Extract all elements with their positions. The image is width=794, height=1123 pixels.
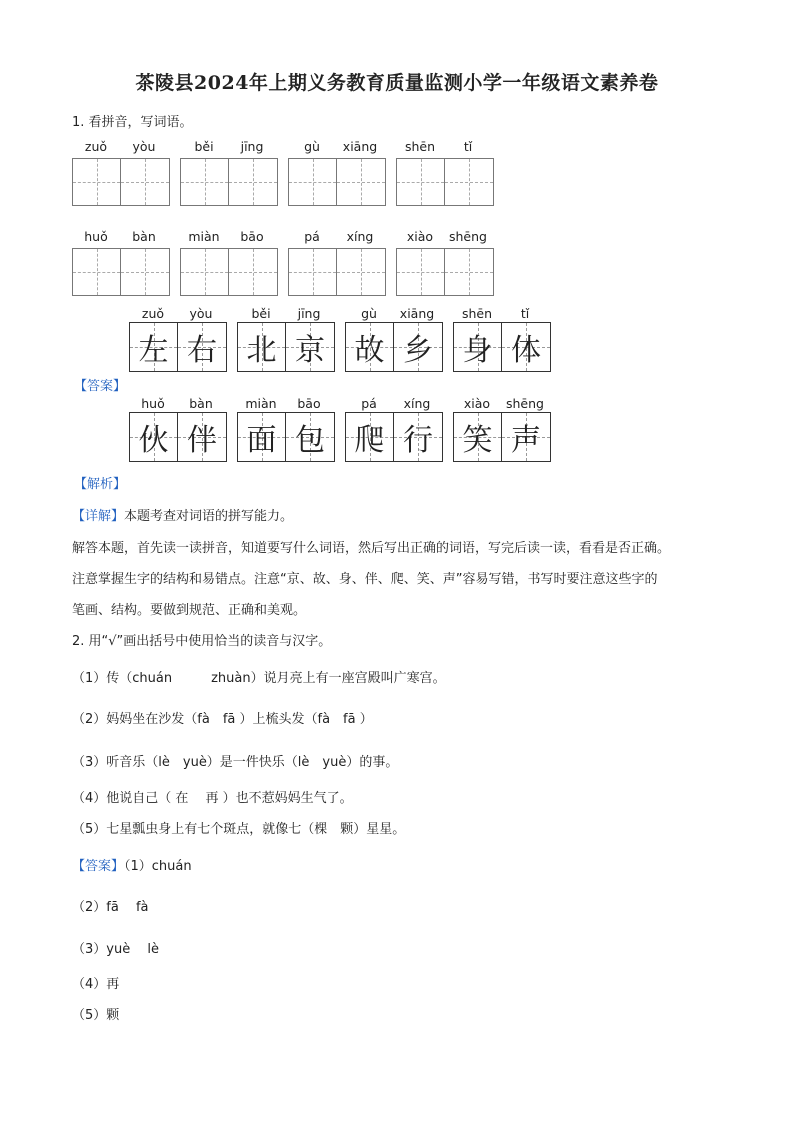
answer-writing-grid <box>129 412 227 462</box>
answer-4: （4）再 <box>72 977 120 992</box>
grid-cell <box>238 323 286 371</box>
pinyin-label: gù <box>304 139 320 154</box>
question-2-item-5: （5）七星瓢虫身上有七个斑点，就像七（棵 颗）星星。 <box>72 822 406 837</box>
grid-cell[interactable] <box>289 159 337 205</box>
answer-writing-grid <box>453 412 551 462</box>
grid-cell[interactable] <box>337 159 385 205</box>
blank-writing-grid[interactable] <box>396 158 494 206</box>
explain-line-3: 笔画、结构。要做到规范、正确和美观。 <box>72 603 307 618</box>
grid-cell <box>346 323 394 371</box>
grid-cell[interactable] <box>337 249 385 295</box>
question-2-item-3: （3）听音乐（lè yuè）是一件快乐（lè yuè）的事。 <box>72 755 399 770</box>
answer-tag: 【答案】 <box>72 859 125 874</box>
pinyin-label: xiāng <box>342 139 378 154</box>
pinyin-label: zuǒ <box>84 139 108 154</box>
answer-character: 北 <box>246 333 277 368</box>
pinyin-label: běi <box>251 306 271 321</box>
grid-cell <box>178 323 226 371</box>
grid-cell <box>454 413 502 461</box>
grid-cell <box>502 323 550 371</box>
pinyin-label: bāo <box>297 396 321 411</box>
answer-writing-grid <box>237 322 335 372</box>
grid-cell[interactable] <box>445 159 493 205</box>
grid-cell[interactable] <box>229 159 277 205</box>
detail-line <box>72 505 293 524</box>
grid-cell[interactable] <box>73 159 121 205</box>
question-2-prompt: 2. 用“√”画出括号中使用恰当的读音与汉字。 <box>72 634 332 649</box>
grid-cell <box>286 413 334 461</box>
question-2-answer-line <box>72 855 192 874</box>
pinyin-label: shēn <box>461 306 493 321</box>
answer-character: 体 <box>511 333 541 368</box>
grid-cell[interactable] <box>181 159 229 205</box>
question-2-item-2: （2）妈妈坐在沙发（fà fā ）上梳头发（fà fā ） <box>72 712 373 727</box>
grid-cell[interactable] <box>121 159 169 205</box>
pinyin-label: shēn <box>404 139 436 154</box>
pinyin-label: xiào <box>406 229 434 244</box>
pinyin-label: huǒ <box>141 396 165 411</box>
answer-character: 京 <box>295 333 325 368</box>
grid-cell <box>346 413 394 461</box>
blank-writing-grid[interactable] <box>180 158 278 206</box>
pinyin-label: zuǒ <box>141 306 165 321</box>
grid-cell[interactable] <box>445 249 493 295</box>
answer-character: 身 <box>462 333 493 368</box>
pinyin-label: shēng <box>506 396 544 411</box>
answer-writing-grid <box>345 412 443 462</box>
pinyin-label: yòu <box>189 306 213 321</box>
grid-cell[interactable] <box>229 249 277 295</box>
grid-cell <box>238 413 286 461</box>
detail-text: 本题考查对词语的拼写能力。 <box>124 509 294 524</box>
grid-cell <box>394 323 442 371</box>
grid-cell[interactable] <box>73 249 121 295</box>
grid-cell[interactable] <box>397 249 445 295</box>
answer-character: 伙 <box>138 423 169 458</box>
grid-cell <box>130 323 178 371</box>
pinyin-label: běi <box>194 139 214 154</box>
pinyin-label: yòu <box>132 139 156 154</box>
answer-character: 爬 <box>354 423 385 458</box>
grid-cell <box>394 413 442 461</box>
answer-1: （1）chuán <box>124 859 192 874</box>
detail-tag: 【详解】 <box>72 509 125 524</box>
answer-character: 包 <box>295 423 325 458</box>
answer-character: 行 <box>403 423 433 458</box>
answer-writing-grid <box>129 322 227 372</box>
pinyin-label: huǒ <box>84 229 108 244</box>
question-2-item-4: （4）他说自己（ 在 再 ）也不惹妈妈生气了。 <box>72 791 353 806</box>
answer-tag: 【答案】 <box>74 379 127 394</box>
answer-character: 右 <box>187 333 217 368</box>
grid-cell[interactable] <box>121 249 169 295</box>
pinyin-label: pá <box>361 396 377 411</box>
pinyin-label: bàn <box>189 396 213 411</box>
explain-line-1: 解答本题，首先读一读拼音，知道要写什么词语，然后写出正确的词语，写完后读一读，看看是否正确。 <box>72 541 671 556</box>
grid-cell[interactable] <box>181 249 229 295</box>
pinyin-label: bàn <box>132 229 156 244</box>
grid-cell <box>178 413 226 461</box>
pinyin-label: bāo <box>240 229 264 244</box>
pinyin-label: pá <box>304 229 320 244</box>
blank-writing-grid[interactable] <box>288 248 386 296</box>
pinyin-label: xiào <box>463 396 491 411</box>
blank-writing-grid[interactable] <box>72 158 170 206</box>
grid-cell <box>130 413 178 461</box>
pinyin-label: jīng <box>297 306 321 321</box>
blank-writing-grid[interactable] <box>72 248 170 296</box>
answer-character: 故 <box>354 333 385 368</box>
question-1-prompt: 1. 看拼音，写词语。 <box>72 115 193 130</box>
answer-character: 乡 <box>403 333 433 368</box>
pinyin-label: xiāng <box>399 306 435 321</box>
answer-character: 笑 <box>462 423 493 458</box>
grid-cell <box>286 323 334 371</box>
answer-5: （5）颗 <box>72 1008 120 1023</box>
question-2-item-1: （1）传（chuán zhuàn）说月亮上有一座宫殿叫广寒宫。 <box>72 671 446 686</box>
grid-cell <box>454 323 502 371</box>
pinyin-label: shēng <box>449 229 487 244</box>
explain-line-2: 注意掌握生字的结构和易错点。注意“京、故、身、伴、爬、笑、声”容易写错，书写时要注意这些字的 <box>72 572 658 587</box>
pinyin-label: tǐ <box>520 306 530 321</box>
pinyin-label: xíng <box>403 396 431 411</box>
pinyin-label: gù <box>361 306 377 321</box>
grid-cell[interactable] <box>289 249 337 295</box>
analysis-tag: 【解析】 <box>74 477 127 492</box>
pinyin-label: miàn <box>245 396 277 411</box>
pinyin-label: miàn <box>188 229 220 244</box>
answer-writing-grid <box>345 322 443 372</box>
grid-cell <box>502 413 550 461</box>
answer-character: 面 <box>246 423 277 458</box>
blank-writing-grid[interactable] <box>180 248 278 296</box>
answer-character: 左 <box>138 333 169 368</box>
pinyin-label: jīng <box>240 139 264 154</box>
pinyin-label: tǐ <box>463 139 473 154</box>
answer-writing-grid <box>237 412 335 462</box>
answer-character: 声 <box>511 423 541 458</box>
answer-writing-grid <box>453 322 551 372</box>
blank-writing-grid[interactable] <box>288 158 386 206</box>
answer-3: （3）yuè lè <box>72 942 159 957</box>
blank-writing-grid[interactable] <box>396 248 494 296</box>
pinyin-label: xíng <box>346 229 374 244</box>
page-title: 茶陵县2024年上期义务教育质量监测小学一年级语文素养卷 <box>135 72 659 94</box>
grid-cell[interactable] <box>397 159 445 205</box>
answer-character: 伴 <box>187 423 217 458</box>
answer-2: （2）fā fà <box>72 900 149 915</box>
